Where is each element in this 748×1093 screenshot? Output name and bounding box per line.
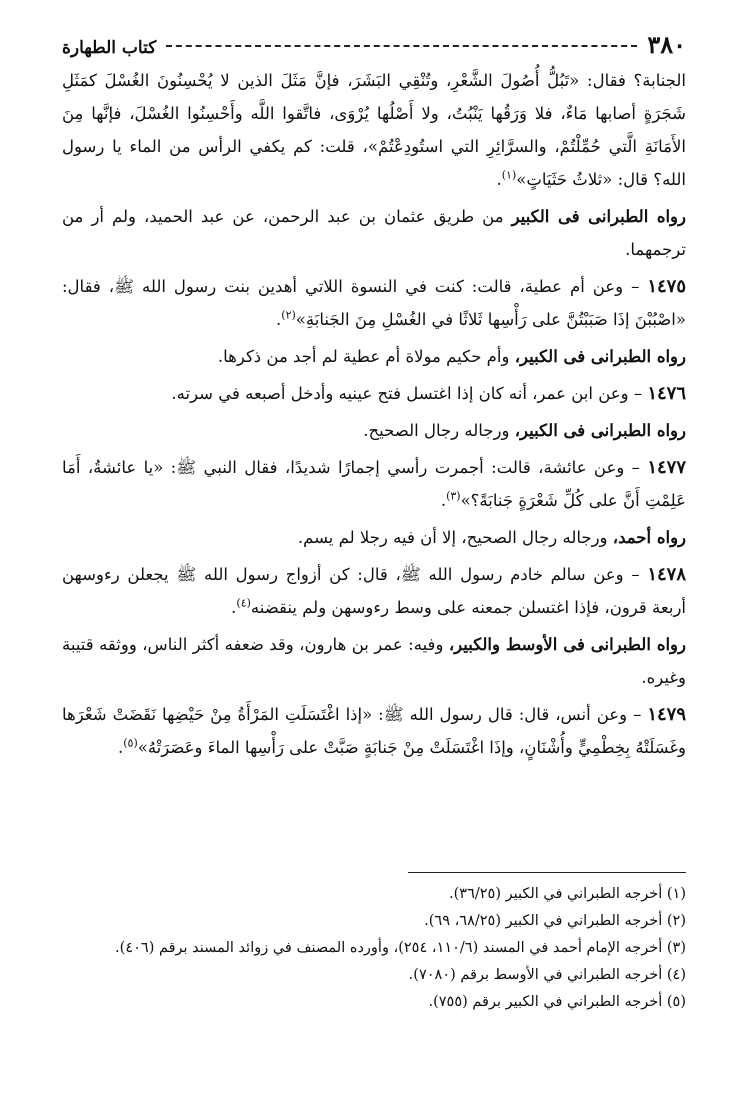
narrator-source: رواه أحمد، (612, 528, 686, 547)
main-text (62, 64, 686, 764)
narrator-source: رواه الطبرانى فى الكبير (511, 207, 686, 226)
hadith-number: ١٤٧٥ (647, 276, 686, 297)
narrator-source: رواه الطبرانى فى الكبير، (514, 347, 686, 366)
footnote-ref: (٣) (446, 489, 461, 503)
footnote-5: (٥) أخرجه الطبراني في الكبير برقم (٧٥٥). (428, 994, 686, 1010)
narration-note (62, 340, 686, 373)
narration-note (62, 414, 686, 447)
hadith-1476 (62, 377, 686, 410)
hadith-number: ١٤٧٨ (647, 564, 687, 585)
hadith-number: ١٤٧٧ (647, 457, 686, 478)
hadith-number: ١٤٧٩ (647, 704, 686, 725)
narration-note (62, 200, 686, 266)
hadith-1479 (62, 698, 686, 764)
narration-text: من طريق عثمان بن عبد الرحمن، عن عبد الحميد، ولم أر من ترجمهما. (62, 207, 686, 259)
hadith-text: الجنابة؟ فقال: «تَبُلُّ أُصُولَ الشَّعْرِ، وتُنْقِي البَشَرَ، فإنَّ مَثَلَ الذين لا يُحْسِنُونَ الغُسْلَ كمَثَلِ شَجَرَةٍ أصابها مَاءٌ، فلا وَرَقُها يَنْبُتُ، ولا أَصْلُها يُرْوَى، فاتَّقوا اللَّه وأَحْسِنُوا الغُسْلَ، فإنَّها مِنَ الأَمَانَةِ الَّتي حُمِّلْتُمْ، والسرَّائِرِ التي استُودِعْتُمْ»، قلت: كم يكفي الرأس من الماء يا رسول الله؟ قال: «ثلاثُ حَثَيَاتٍ» (62, 71, 686, 189)
footnote-ref: (٢) (281, 308, 296, 322)
book-title: كتاب الطهارة (62, 38, 157, 58)
hadith-1478 (62, 558, 686, 624)
hadith-text: – وعن أنس، قال: قال رسول الله ﷺ: «إذا اغْتَسَلَتِ المَرْأَةُ مِنْ حَيْضِها نَقَضَتْ شَعْرَها وغَسَلَتْهُ بِخِطْمِيٍّ وأُشْنَانٍ، وإذَا اغْتَسَلَتْ مِنْ جَنابَةٍ صَبَّتْ على رَأْسِها الماءَ وعَصَرَتْهُ» (62, 705, 686, 757)
header-dashed-rule (166, 45, 637, 47)
narration-text: ورجاله رجال الصحيح، إلا أن فيه رجلا لم يسم. (297, 528, 608, 547)
narration-text: وأم حكيم مولاة أم عطية لم أجد من ذكرها. (217, 347, 510, 366)
footnote-2: (٢) أخرجه الطبراني في الكبير (٦٨/٢٥، ٦٩). (424, 913, 686, 929)
footnote-3: (٣) أخرجه الإمام أحمد في المسند (١١٠/٦، ٢٥٤)، وأورده المصنف في زوائد المسند برقم (٤٠٦). (115, 940, 686, 956)
hadith-text: – وعن سالم خادم رسول الله ﷺ، قال: كن أزواج رسول الله ﷺ يجعلن رءوسهن أربعة قرون، فإذا اغتسلن جمعنه على وسط رءوسهن ولم ينقضنه (62, 565, 686, 617)
footnote-1: (١) أخرجه الطبراني في الكبير (٣٦/٢٥). (449, 886, 686, 902)
running-header (62, 30, 686, 64)
footnote-separator (408, 872, 686, 873)
hadith-text: – وعن ابن عمر، أنه كان إذا اغتسل فتح عينيه وأدخل أصبعه في سرته. (171, 384, 643, 403)
footnote-ref: (١) (501, 168, 517, 182)
page-number: ٣٨٠ (647, 30, 686, 59)
narrator-source: رواه الطبرانى فى الأوسط والكبير، (448, 635, 686, 654)
sentence-end: . (117, 738, 124, 757)
narration-text: ورجاله رجال الصحيح. (363, 421, 510, 440)
hadith-number: ١٤٧٦ (647, 383, 686, 404)
footnote-ref: (٥) (123, 736, 138, 750)
footnotes-section (62, 872, 686, 1016)
narration-note (62, 628, 686, 694)
sentence-end: . (231, 598, 237, 617)
narration-note (62, 521, 686, 554)
narrator-source: رواه الطبرانى فى الكبير، (514, 421, 686, 440)
footnote-4: (٤) أخرجه الطبراني في الأوسط برقم (٧٠٨٠). (408, 967, 686, 983)
hadith-continuation: الجنابة؟ فقال: «تَبُلُّ أُصُولَ الشَّعْرِ، وتُنْقِي البَشَرَ، فإنَّ مَثَلَ الذين لا يُحْسِنُونَ الغُسْلَ كمَثَلِ شَجَرَةٍ أصابها مَاءٌ، فلا وَرَقُها يَنْبُتُ، ولا أَصْلُها يُرْوَى، فاتَّقوا اللَّه وأَحْسِنُوا الغُسْلَ، فإنَّها مِنَ الأَمَانَةِ الَّتي حُمِّلْتُمْ، والسرَّائِرِ التي استُودِعْتُمْ»، قلت: كم يكفي الرأس من الماء يا رسول الله؟ قال: «ثلاثُ حَثَيَاتٍ»$^{(١)}$. (62, 71, 686, 189)
sentence-end: . (440, 491, 447, 510)
hadith-text: – وعن عائشة، قالت: أجمرت رأسي إجمارًا شديدًا، فقال النبي ﷺ: «يا عائشةُ، أَمَا عَلِمْتِ أَنَّ على كُلِّ شَعْرَةٍ جَنابَةً؟» (62, 458, 686, 510)
hadith-1477 (62, 451, 686, 517)
hadith-text: – وعن أم عطية، قالت: كنت في النسوة اللاتي أهدين بنت رسول الله ﷺ، فقال: «اصْبُبْنَ إذَا صَبَبْتُنَّ على رَأْسِها ثَلاثًا في الغُسْلِ مِنَ الجَنابَةِ» (62, 277, 686, 329)
footnote-ref: (٤) (236, 596, 251, 610)
hadith-1475 (62, 270, 686, 336)
narration-text: وفيه: عمر بن هارون، وقد ضعفه أكثر الناس، ووثقه قتيبة وغيره. (62, 635, 686, 687)
sentence-end: . (276, 310, 282, 329)
